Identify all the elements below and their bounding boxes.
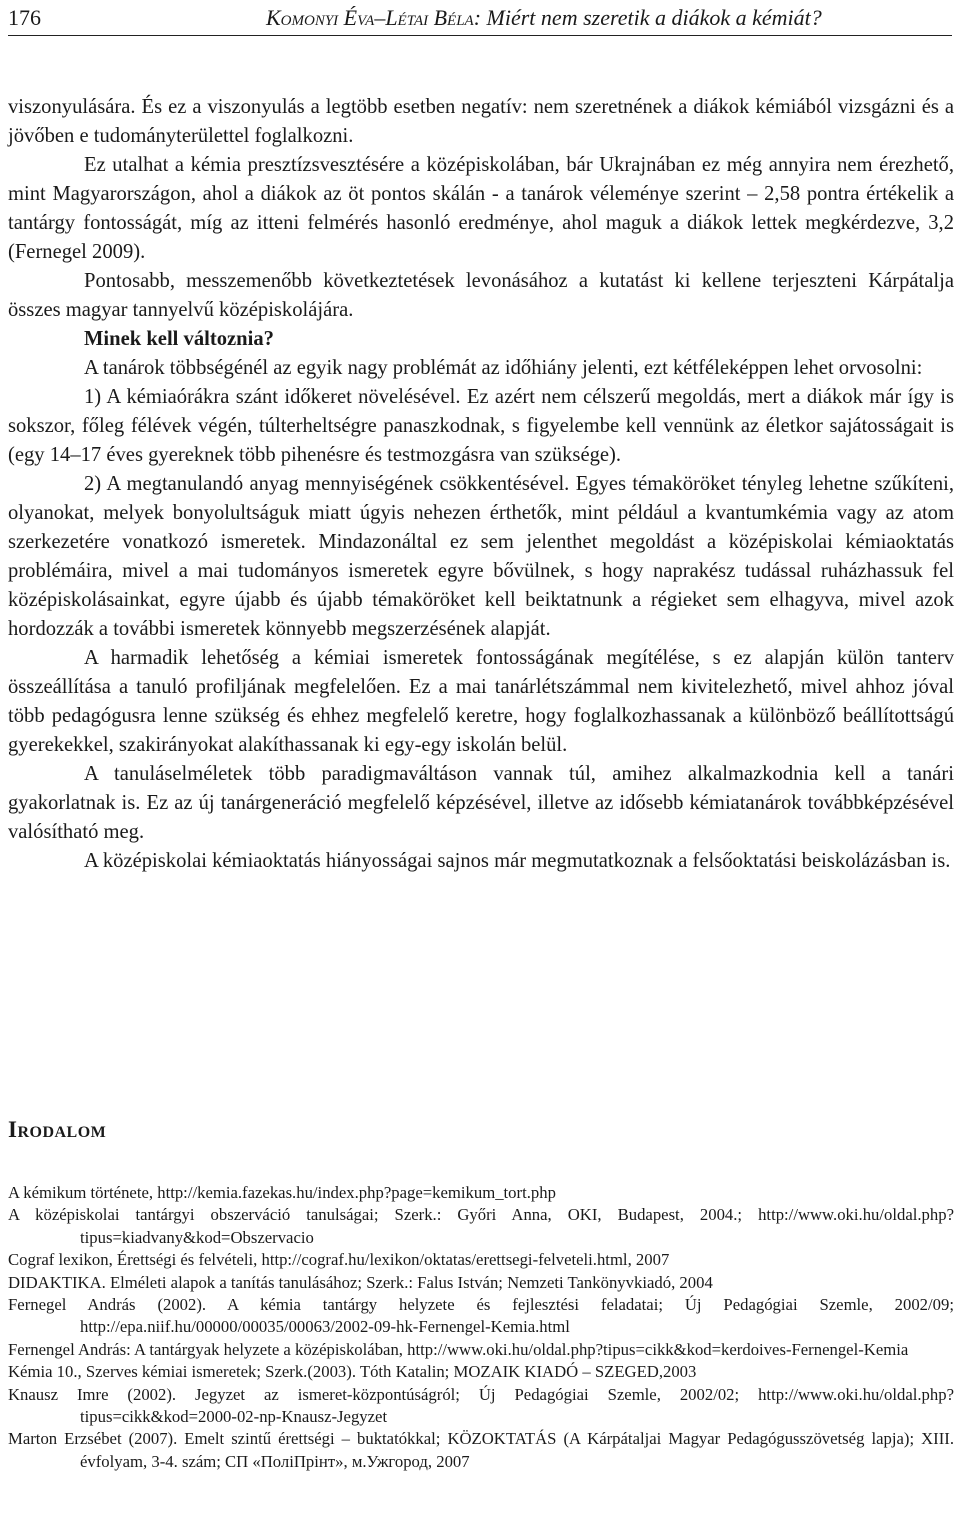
body-paragraph: viszonyulására. És ez a viszonyulás a legtöbb esetben negatív: nem szeretnének a diákok kémiából vizsgázni és a jövőben e tudományterülettel foglalkozni.	[8, 96, 954, 147]
reference-item: DIDAKTIKA. Elméleti alapok a tanítás tanulásához; Szerk.: Falus István; Nemzeti Tankönyvkiadó, 2004	[8, 1272, 713, 1292]
body-paragraph: A harmadik lehetőség a kémiai ismeretek fontosságának megítélése, s ez alapján külön tanterv összeállítása a tanuló profiljának megfelelően. Ez a mai tanárlétszámmal nem kivitelezhető, mivel ahhoz jóval több pedagógusra lenne szükség és ehhez megfelelő keretre, hogy foglalkozhassanak a különböző beállítottságú gyerekekkel, szakirányokat alakíthassanak ki egy-egy iskolán belül.	[8, 647, 954, 756]
body-paragraph: A középiskolai kémiaoktatás hiányosságai sajnos már megmutatkoznak a felsőoktatási beiskolázásban is.	[84, 850, 951, 872]
running-head-authors: Komonyi Éva–Létai Béla:	[266, 5, 482, 30]
body-paragraph: Pontosabb, messzemenőbb következtetések levonásához a kutatást ki kellene terjeszteni Kárpátalja összes magyar tannyelvű középiskolájára.	[8, 270, 954, 321]
running-head	[266, 3, 822, 33]
reference-item: A kémikum története, http://kemia.fazekas.hu/index.php?page=kemikum_tort.php	[8, 1183, 556, 1202]
body-paragraph: Ez utalhat a kémia presztízsvesztésére a középiskolában, bár Ukrajnában ez még annyira nem érezhető, mint Magyarországon, ahol a diákok az öt pontos skálán - a tanárok véleménye szerint – 2,58 pontra értékelik a tantárgy fontosságát, míg az itteni felmérés hasonló eredménye, ahol maguk a diákok lettek megkérdezve, 3,2 (Fernegel 2009).	[8, 154, 954, 263]
references-title: Irodalom	[8, 1117, 107, 1142]
section-heading: Minek kell változnia?	[84, 328, 274, 350]
body-paragraph: 2) A megtanulandó anyag mennyiségének csökkentésével. Egyes témaköröket tényleg lehetne szűkíteni, olyanokat, melyek bonyolultságuk miatt úgyis nehezen érthetők, mint például a kvantumkémia vagy az atom szerkezetére vonatkozó ismeretek. Mindazonáltal ez sem jelenthet megoldást a középiskolai kémiaoktatás problémáira, mivel a mai tudományos ismeretek egyre bővülnek, s hogy naprakész tudással ruházhassuk fel középiskolásainkat, egyre újabb és újabb témaköröket kell beiktatnunk a régieket sem elhagyva, mivel azok hordozzák a további ismeretek könnyebb megszerzésének alapját.	[8, 473, 954, 640]
article-body	[8, 93, 954, 876]
reference-item: Knausz Imre (2002). Jegyzet az ismeret-központúságról; Új Pedagógiai Szemle, 2002/02; http://www.oki.hu/oldal.php?tipus=cikk&kod=2000-02-np-Knausz-Jegyzet	[8, 1384, 954, 1427]
running-head-title: Miért nem szeretik a diákok a kémiát?	[481, 5, 822, 30]
page-number: 176	[8, 5, 41, 30]
reference-item: A középiskolai tantárgyi obszerváció tanulságai; Szerk.: Győri Anna, OKI, Budapest, 2004.; http://www.oki.hu/oldal.php?tipus=kiadvany&kod=Obszervacio	[8, 1205, 954, 1247]
reference-item: Fernengel András: A tantárgyak helyzete a középiskolában, http://www.oki.hu/oldal.php?tipus=cikk&kod=kerdoives-Fernengel-Kemia	[8, 1339, 909, 1359]
reference-item: Kémia 10., Szerves kémiai ismeretek; Szerk.(2003). Tóth Katalin; MOZAIK KIADÓ – SZEGED,2003	[8, 1362, 697, 1382]
reference-item: Cograf lexikon, Érettségi és felvételi, http://cograf.hu/lexikon/oktatas/erettsegi-felveteli.html, 2007	[8, 1250, 670, 1270]
body-paragraph: 1) A kémiaórákra szánt időkeret növelésével. Ez azért nem célszerű megoldás, mert a diákok már így is sokszor, főleg félévek végén, túlterheltségre panaszkodnak, s figyelembe kell vennünk az életkor sajátosságait is (egy 14–17 éves gyereknek több pihenésre és testmozgásra van szüksége).	[8, 386, 954, 466]
body-paragraph: A tanuláselméletek több paradigmaváltáson vannak túl, amihez alkalmazkodnia kell a tanári gyakorlatnak is. Ez az új tanárgeneráció megfelelő képzésével, illetve az idősebb kémiatanárok továbbképzésével valósítható meg.	[8, 763, 954, 843]
reference-item: Fernegel András (2002). A kémia tantárgy helyzete és fejlesztési feladatai; Új Pedagógiai Szemle, 2002/09; http://epa.niif.hu/00000/00035/00063/2002-09-hk-Fernengel-Kemia.html	[8, 1295, 954, 1337]
reference-item: Marton Erzsébet (2007). Emelt szintű érettségi – buktatókkal; KÖZOKTATÁS (A Kárpátaljai Magyar Pedagógusszövetség lapja); XIII. évfolyam, 3-4. szám; СП «ПоліПрінт», м.Ужгород, 2007	[8, 1429, 954, 1471]
reference-list	[8, 1182, 954, 1473]
page-header	[8, 3, 952, 36]
body-paragraph: A tanárok többségénél az egyik nagy problémát az időhiány jelenti, ezt kétféleképpen lehet orvosolni:	[84, 357, 923, 379]
